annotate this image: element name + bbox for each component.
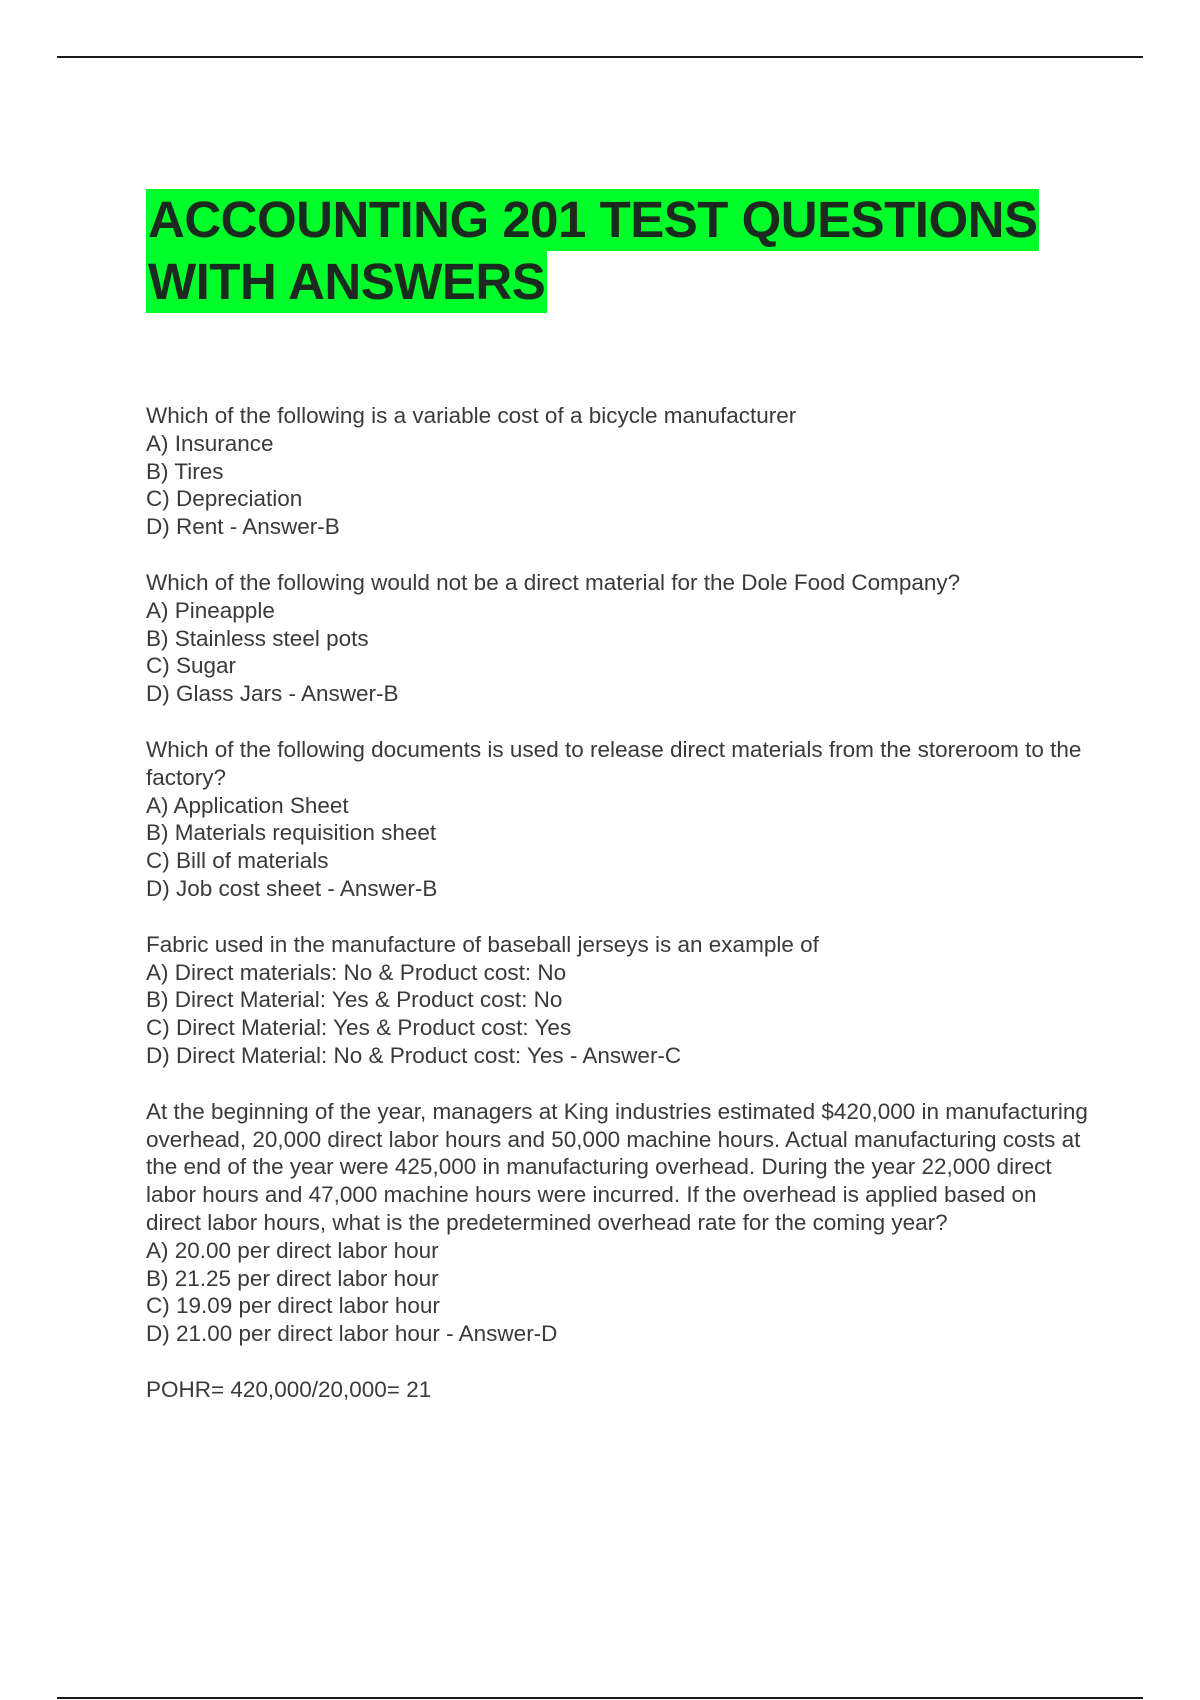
question-text: Which of the following documents is used to release direct materials from the storeroom to the factory?	[146, 736, 1082, 790]
answer-option: A) 20.00 per direct labor hour	[146, 1237, 439, 1263]
answer-option: B) Materials requisition sheet	[146, 820, 437, 846]
answer-option: C) Depreciation	[146, 486, 303, 512]
answer-option: A) Application Sheet	[146, 792, 349, 818]
answer-option: C) Direct Material: Yes & Product cost: Yes	[146, 1015, 572, 1041]
answer-option: A) Pineapple	[146, 597, 275, 623]
question-text: Which of the following would not be a direct material for the Dole Food Company?	[146, 569, 961, 595]
answer-option: B) 21.25 per direct labor hour	[146, 1265, 439, 1291]
answer-option: D) Direct Material: No & Product cost: Yes - Answer-C	[146, 1042, 682, 1068]
question-block	[146, 402, 1096, 541]
question-block	[146, 1098, 1096, 1348]
title-line-2: WITH ANSWERS	[146, 251, 547, 313]
question-text: Which of the following is a variable cost of a bicycle manufacturer	[146, 403, 797, 428]
answer-option: A) Insurance	[146, 430, 274, 456]
answer-option: D) 21.00 per direct labor hour - Answer-D	[146, 1321, 558, 1347]
answer-option: B) Stainless steel pots	[146, 625, 369, 651]
answer-option: C) 19.09 per direct labor hour	[146, 1293, 440, 1319]
answer-option: D) Glass Jars - Answer-B	[146, 681, 399, 707]
top-rule	[57, 56, 1143, 58]
solution-note: POHR= 420,000/20,000= 21	[146, 1376, 432, 1402]
answer-option: A) Direct materials: No & Product cost: No	[146, 959, 567, 985]
answer-option: C) Bill of materials	[146, 848, 329, 874]
document-title	[146, 189, 1086, 313]
answer-option: D) Rent - Answer-B	[146, 514, 340, 540]
title-line-1: ACCOUNTING 201 TEST QUESTIONS	[146, 189, 1039, 251]
questions-body	[146, 402, 1096, 1404]
question-block	[146, 736, 1096, 903]
answer-option: B) Direct Material: Yes & Product cost: No	[146, 987, 563, 1013]
answer-option: C) Sugar	[146, 653, 237, 679]
bottom-rule	[57, 1697, 1143, 1699]
answer-option: B) Tires	[146, 458, 224, 484]
question-block	[146, 931, 1096, 1070]
question-block	[146, 569, 1096, 708]
question-text: Fabric used in the manufacture of baseball jerseys is an example of	[146, 931, 819, 957]
answer-option: D) Job cost sheet - Answer-B	[146, 875, 438, 901]
question-text: At the beginning of the year, managers at King industries estimated $420,000 in manufacturing overhead, 20,000 direct labor hours and 50,000 machine hours. Actual manufacturing costs at the end of the year were 425,000 in manufacturing overhead. During the year 22,000 direct labor hours and 47,000 machine hours were incurred. If the overhead is applied based on direct labor hours, what is the predetermined overhead rate for the coming year?	[146, 1098, 1088, 1235]
